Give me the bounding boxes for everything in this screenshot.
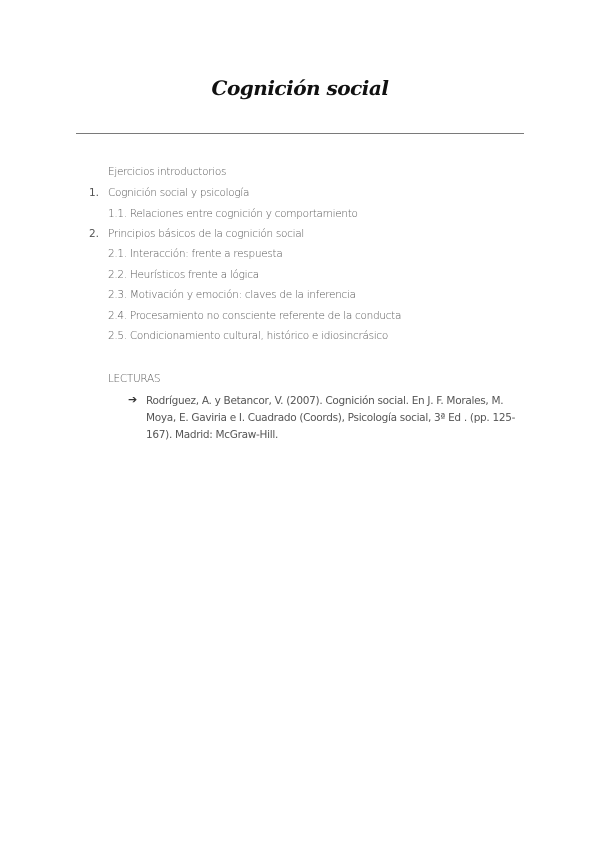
outline-item-1: Cognición social y psicología <box>108 187 250 199</box>
outline-subitem-2-5: 2.5. Condicionamiento cultural, histórico e idiosincrásico <box>108 330 388 342</box>
outline-intro: Ejercicios introductorios <box>108 166 227 178</box>
outline-item-2-number: 2. <box>89 228 100 240</box>
outline-subitem-2-4: 2.4. Procesamiento no consciente referente de la conducta <box>108 310 402 322</box>
outline-subitem-2-3: 2.3. Motivación y emoción: claves de la inferencia <box>108 289 356 301</box>
page-title: Cognición social <box>211 76 389 100</box>
readings-heading: LECTURAS <box>108 373 161 385</box>
outline-subitem-2-1: 2.1. Interacción: frente a respuesta <box>108 248 283 260</box>
outline-subitem-2-2: 2.2. Heurísticos frente a lógica <box>108 269 259 281</box>
title-divider <box>76 133 524 134</box>
reading-reference: Rodríguez, A. y Betancor, V. (2007). Cognición social. En J. F. Morales, M. Moya, E. Gaviria e I. Cuadrado (Coords), Psicología social, 3ª Ed . (pp. 125-167). Madrid: McGraw-Hill. <box>146 395 516 441</box>
outline-item-1-number: 1. <box>89 187 100 199</box>
outline-item-2: Principios básicos de la cognición social <box>108 228 304 240</box>
outline-subitem-1-1: 1.1. Relaciones entre cognición y comportamiento <box>108 208 358 220</box>
arrow-right-icon: ➔ <box>128 393 138 406</box>
